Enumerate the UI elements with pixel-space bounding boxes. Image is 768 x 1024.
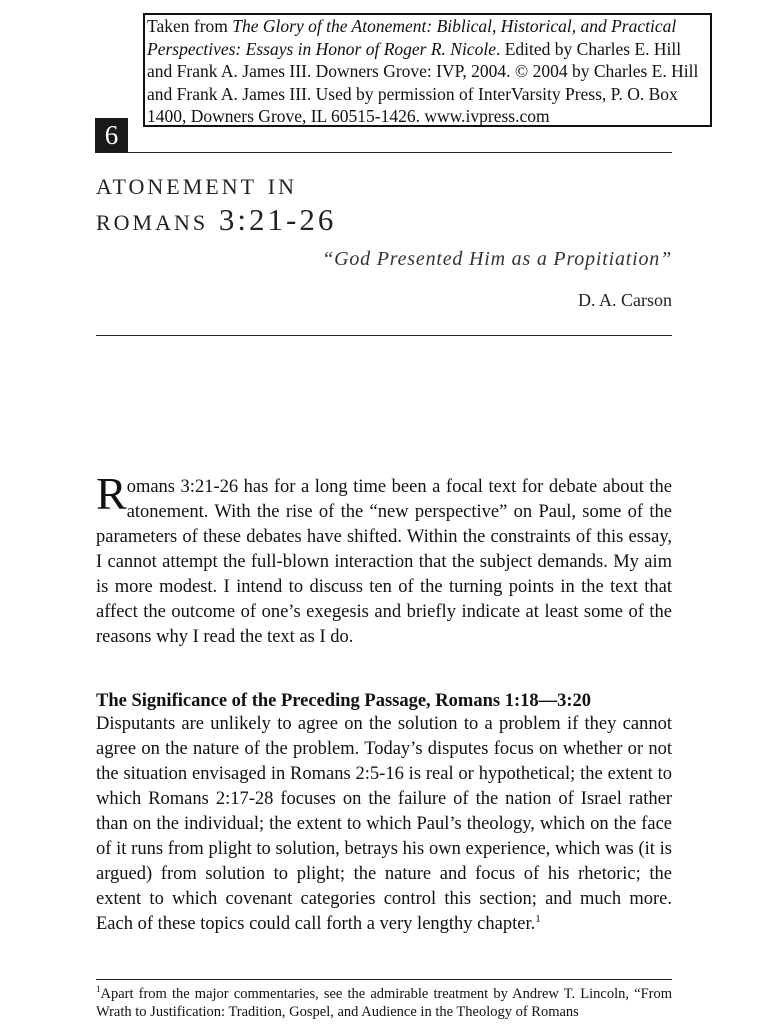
book-title: The Glory of the Atonement: Biblical, Historical, and Practical Perspectives: Essays in Honor of Roger R. Nicole: [147, 16, 677, 59]
footnote-rule: [96, 979, 672, 980]
permission-details: . Edited by Charles E. Hill and Frank A. James III. Downers Grove: IVP, 2004. © 2004 by Charles E. Hill and Frank A. James III. Used by permission of InterVarsity Press, P. O. Box 1400, Downers Grove, IL 60515-1426. www.ivpress.com: [147, 38, 699, 126]
footnote-text: Apart from the major commentaries, see the admirable treatment by Andrew T. Lincoln, “From Wrath to Justification: Tradition, Gospel, and Audience in the Theology of Romans: [96, 986, 672, 1020]
chapter-title-line-2: romans 3:21-26: [96, 202, 337, 237]
chapter-author: D. A. Carson: [578, 290, 672, 310]
footnote-mark: 1: [96, 984, 101, 995]
footnote: [96, 985, 672, 1021]
permission-notice: [143, 13, 712, 127]
opening-paragraph: [96, 468, 672, 650]
chapter-title: [96, 166, 656, 238]
chapter-title-line-1: atonement in: [96, 166, 297, 201]
title-rule: [96, 335, 672, 336]
opening-paragraph-text: omans 3:21-26 has for a long time been a focal text for debate about the atonement. With the rise of the “new perspective” on Paul, some of the parameters of these debates have shifted. Within the constraints of this essay, I cannot attempt the full-blown interaction that the subject demands. My aim is more modest. I intend to discuss ten of the turning points in the text that affect the outcome of one’s exegesis and briefly indicate at least some of the reasons why I read the text as I do.: [96, 477, 672, 647]
second-paragraph: [96, 712, 672, 937]
permission-prefix: Taken from: [147, 16, 233, 36]
chapter-subtitle: “God Presented Him as a Propitiation”: [322, 248, 672, 270]
drop-cap: R: [96, 468, 127, 519]
second-paragraph-text: Disputants are unlikely to agree on the solution to a problem if they cannot agree on the nature of the problem. Today’s disputes focus on whether or not the situation envisaged in Romans 2:5-16 is real or hypothetical; the extent to which Romans 2:17-28 focuses on the failure of the nation of Israel rather than on the individual; the extent to which Paul’s theology, which on the face of it runs from plight to solution, betrays his own experience, which was (it is argued) from solution to plight; the nature and focus of his rhetoric; the extent to which covenant categories control this section; and much more. Each of these topics could call forth a very lengthy chapter.: [96, 714, 672, 934]
footnote-reference[interactable]: 1: [535, 912, 541, 925]
chapter-number: 6: [95, 118, 128, 153]
header-rule: [128, 152, 672, 153]
section-heading: The Significance of the Preceding Passage, Romans 1:18—3:20: [96, 691, 592, 711]
